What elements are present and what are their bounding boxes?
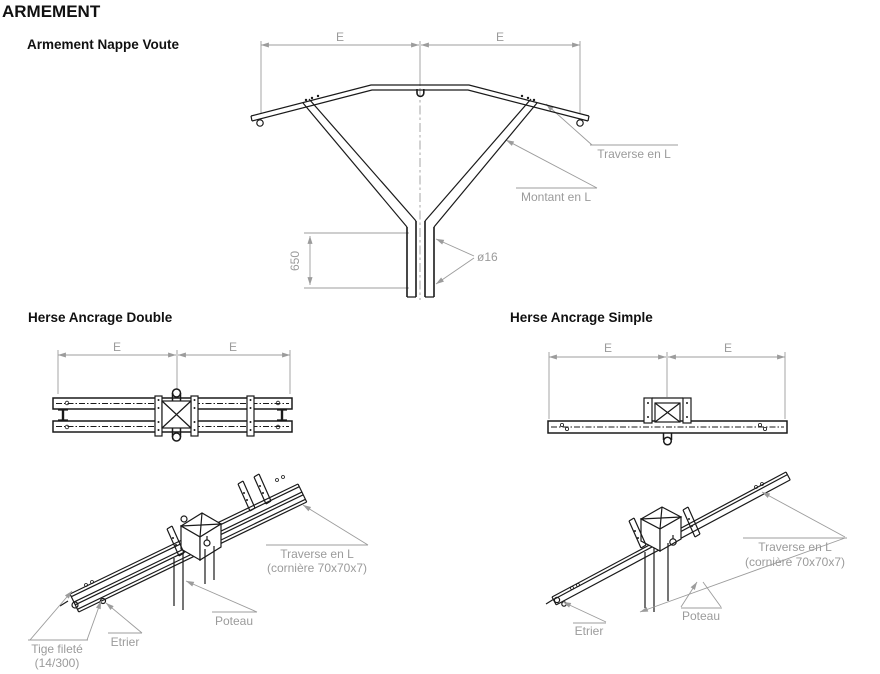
label-tige-filete: Tige fileté	[31, 642, 83, 656]
label-montant-en-l: Montant en L	[520, 190, 592, 204]
herse-simple-3d	[546, 472, 847, 638]
herse-double-title: Herse Ancrage Double	[28, 310, 173, 325]
dim-e-left: E	[603, 341, 613, 355]
label-traverse-en-l: Traverse en L	[597, 147, 671, 161]
page-title: ARMEMENT	[2, 2, 101, 21]
herse-double-plan	[53, 340, 292, 441]
label-poteau: Poteau	[214, 614, 254, 628]
label-etrier: Etrier	[574, 624, 604, 638]
herse-double-structure	[53, 389, 292, 441]
dim-e-left: E	[335, 30, 345, 44]
dim-650: 650	[288, 250, 302, 272]
herse-simple-title: Herse Ancrage Simple	[510, 310, 653, 325]
herse-double-3d	[28, 474, 368, 670]
label-etrier: Etrier	[110, 635, 140, 649]
label-traverse-3d: Traverse en L	[280, 547, 354, 561]
herse-simple-3d-structure	[546, 472, 790, 612]
herse-simple-plan	[548, 341, 787, 445]
label-tige-filete-detail: (14/300)	[34, 656, 80, 670]
dim-e-right: E	[228, 340, 238, 354]
label-traverse-3d-detail: (cornière 70x70x7)	[266, 561, 368, 575]
herse-simple-structure	[548, 398, 787, 445]
label-traverse-3d: Traverse en L	[758, 540, 832, 554]
herse-double-3d-structure	[60, 474, 307, 612]
dim-e-left: E	[112, 340, 122, 354]
dim-e-right: E	[495, 30, 505, 44]
dim-diameter: ø16	[477, 250, 498, 264]
label-traverse-3d-detail: (cornière 70x70x7)	[744, 555, 846, 569]
nappe-voute-title: Armement Nappe Voute	[27, 37, 180, 52]
nappe-voute-diagram	[251, 30, 678, 300]
label-poteau: Poteau	[681, 609, 721, 623]
dim-e-right: E	[723, 341, 733, 355]
herse-double-dimensions	[58, 350, 290, 394]
